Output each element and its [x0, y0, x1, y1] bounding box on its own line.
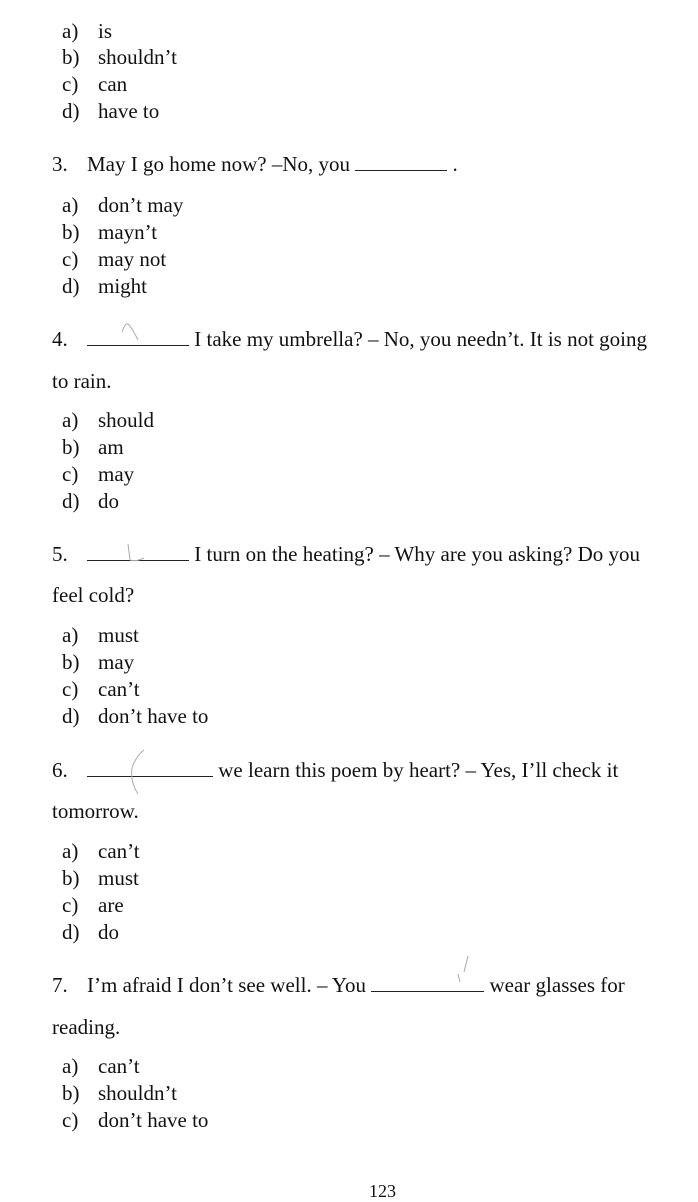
question-continuation: feel cold?	[52, 583, 135, 607]
list-item	[62, 434, 124, 460]
option-text: have to	[98, 99, 160, 123]
option-text: can’t	[98, 677, 140, 701]
question-number: 6.	[52, 758, 68, 782]
list-item	[62, 676, 140, 702]
option-letter: b)	[62, 1081, 80, 1105]
option-text: must	[98, 623, 139, 647]
option-letter: b)	[62, 220, 80, 244]
option-text: shouldn’t	[98, 45, 177, 69]
question-text-before: I’m afraid I don’t see well. – You	[87, 973, 366, 997]
option-text: can	[98, 72, 128, 96]
list-item	[62, 246, 166, 272]
option-text: mayn’t	[98, 220, 158, 244]
option-text: can’t	[98, 1054, 140, 1078]
list-item	[62, 838, 140, 864]
list-item	[62, 407, 154, 433]
question-text-after: wear glasses for	[489, 973, 625, 997]
option-letter: d)	[62, 489, 80, 513]
option-letter: c)	[62, 247, 79, 271]
answer-blank	[355, 154, 447, 171]
question-text-after: we learn this poem by heart? – Yes, I’ll check it	[218, 758, 619, 782]
question-number: 7.	[52, 973, 68, 997]
option-letter: a)	[62, 193, 79, 217]
option-letter: c)	[62, 893, 79, 917]
list-item	[62, 649, 134, 675]
option-letter: a)	[62, 408, 79, 432]
option-letter: c)	[62, 462, 79, 486]
list-item	[62, 919, 119, 945]
option-text: is	[98, 19, 113, 43]
option-text: do	[98, 489, 119, 513]
option-text: don’t have to	[98, 704, 209, 728]
option-text: am	[98, 435, 124, 459]
list-item	[62, 98, 159, 124]
option-letter: c)	[62, 1108, 79, 1132]
pencil-mark-icon	[448, 952, 476, 992]
option-letter: a)	[62, 1054, 79, 1078]
option-text: are	[98, 893, 124, 917]
list-item	[62, 71, 127, 97]
option-letter: b)	[62, 650, 80, 674]
question-text-after: I take my umbrella? – No, you needn’t. It is not going	[194, 327, 648, 351]
question-number: 5.	[52, 542, 68, 566]
option-text: may	[98, 650, 135, 674]
list-item	[62, 1080, 177, 1106]
list-item	[62, 622, 139, 648]
option-text: may not	[98, 247, 167, 271]
option-letter: d)	[62, 99, 80, 123]
option-text: must	[98, 866, 139, 890]
list-item	[62, 192, 183, 218]
option-letter: d)	[62, 920, 80, 944]
question-3	[52, 150, 458, 178]
option-letter: a)	[62, 623, 79, 647]
question-text-after: I turn on the heating? – Why are you asking? Do you	[194, 542, 640, 566]
question-continuation: reading.	[52, 1015, 121, 1039]
question-number: 4.	[52, 327, 68, 351]
option-text: might	[98, 274, 148, 298]
list-item	[62, 219, 157, 245]
question-text-after: .	[452, 152, 458, 176]
option-text: don’t may	[98, 193, 184, 217]
option-text: should	[98, 408, 155, 432]
option-text: don’t have to	[98, 1108, 209, 1132]
pencil-mark-icon	[118, 318, 142, 344]
option-letter: c)	[62, 677, 79, 701]
option-letter: b)	[62, 866, 80, 890]
option-letter: a)	[62, 839, 79, 863]
question-continuation: to rain.	[52, 369, 112, 393]
option-text: can’t	[98, 839, 140, 863]
list-item	[62, 892, 124, 918]
option-letter: c)	[62, 72, 79, 96]
option-letter: b)	[62, 45, 80, 69]
option-letter: b)	[62, 435, 80, 459]
question-continuation: tomorrow.	[52, 799, 139, 823]
answer-blank	[87, 760, 213, 777]
list-item	[62, 488, 119, 514]
option-text: may	[98, 462, 135, 486]
list-item	[62, 273, 147, 299]
question-text-before: May I go home now? –No, you	[87, 152, 351, 176]
option-letter: d)	[62, 704, 80, 728]
list-item	[62, 865, 139, 891]
list-item	[62, 461, 134, 487]
option-letter: d)	[62, 274, 80, 298]
list-item	[62, 1053, 140, 1079]
page-number: 123	[369, 1181, 396, 1201]
list-item	[62, 703, 208, 729]
list-item	[62, 44, 177, 70]
pencil-mark-icon	[118, 540, 148, 566]
question-number: 3.	[52, 152, 68, 176]
option-text: shouldn’t	[98, 1081, 177, 1105]
question-7	[52, 971, 625, 999]
list-item	[62, 18, 112, 44]
list-item	[62, 1107, 208, 1133]
option-letter: a)	[62, 19, 79, 43]
pencil-mark-icon	[124, 746, 148, 798]
option-text: do	[98, 920, 119, 944]
